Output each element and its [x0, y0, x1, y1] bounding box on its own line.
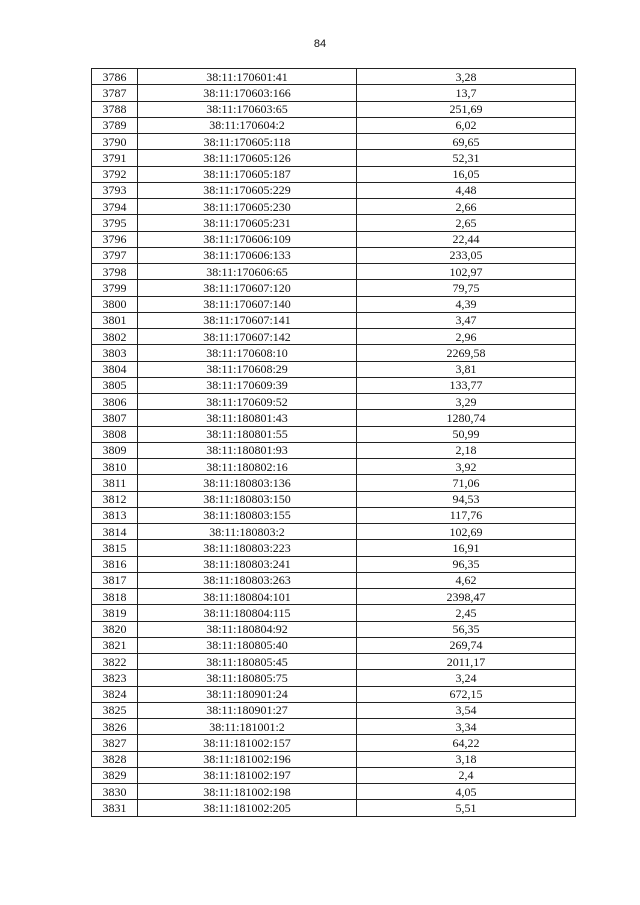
row-number-cell: 3813: [92, 507, 138, 523]
row-number-cell: 3789: [92, 117, 138, 133]
cadastral-number-cell: 38:11:170605:118: [138, 134, 357, 150]
area-value-cell: 3,81: [357, 361, 576, 377]
area-value-cell: 233,05: [357, 247, 576, 263]
area-value-cell: 2011,17: [357, 654, 576, 670]
cadastral-number-cell: 38:11:180803:263: [138, 572, 357, 588]
row-number-cell: 3812: [92, 491, 138, 507]
table-row: [92, 117, 576, 133]
table-row: [92, 589, 576, 605]
row-number-cell: 3798: [92, 264, 138, 280]
cadastral-number-cell: 38:11:170608:29: [138, 361, 357, 377]
cadastral-number-cell: 38:11:180801:55: [138, 426, 357, 442]
table-row: [92, 329, 576, 345]
table-row: [92, 767, 576, 783]
table-row: [92, 280, 576, 296]
table-row: [92, 150, 576, 166]
area-value-cell: 2,66: [357, 199, 576, 215]
area-value-cell: 102,97: [357, 264, 576, 280]
row-number-cell: 3809: [92, 442, 138, 458]
row-number-cell: 3817: [92, 572, 138, 588]
table-row: [92, 231, 576, 247]
page-number: 84: [313, 38, 327, 50]
row-number-cell: 3806: [92, 394, 138, 410]
area-value-cell: 64,22: [357, 735, 576, 751]
cadastral-number-cell: 38:11:181002:196: [138, 751, 357, 767]
row-number-cell: 3822: [92, 654, 138, 670]
area-value-cell: 94,53: [357, 491, 576, 507]
table-row: [92, 345, 576, 361]
table-row: [92, 637, 576, 653]
cadastral-number-cell: 38:11:180803:241: [138, 556, 357, 572]
row-number-cell: 3814: [92, 524, 138, 540]
area-value-cell: 4,62: [357, 572, 576, 588]
area-value-cell: 2,45: [357, 605, 576, 621]
row-number-cell: 3825: [92, 702, 138, 718]
row-number-cell: 3807: [92, 410, 138, 426]
area-value-cell: 251,69: [357, 101, 576, 117]
area-value-cell: 16,05: [357, 166, 576, 182]
row-number-cell: 3800: [92, 296, 138, 312]
area-value-cell: 133,77: [357, 377, 576, 393]
table-row: [92, 247, 576, 263]
cadastral-number-cell: 38:11:180805:75: [138, 670, 357, 686]
table-row: [92, 426, 576, 442]
table-row: [92, 572, 576, 588]
row-number-cell: 3820: [92, 621, 138, 637]
table-row: [92, 377, 576, 393]
area-value-cell: 50,99: [357, 426, 576, 442]
table-row: [92, 507, 576, 523]
cadastral-number-cell: 38:11:170605:229: [138, 182, 357, 198]
table-row: [92, 182, 576, 198]
cadastral-number-cell: 38:11:181002:205: [138, 800, 357, 816]
row-number-cell: 3788: [92, 101, 138, 117]
cadastral-number-cell: 38:11:180805:45: [138, 654, 357, 670]
registry-table-body: [92, 69, 576, 817]
table-row: [92, 296, 576, 312]
row-number-cell: 3799: [92, 280, 138, 296]
row-number-cell: 3790: [92, 134, 138, 150]
row-number-cell: 3802: [92, 329, 138, 345]
area-value-cell: 6,02: [357, 117, 576, 133]
cadastral-number-cell: 38:11:180901:24: [138, 686, 357, 702]
cadastral-number-cell: 38:11:181002:197: [138, 767, 357, 783]
table-row: [92, 686, 576, 702]
cadastral-number-cell: 38:11:180901:27: [138, 702, 357, 718]
row-number-cell: 3792: [92, 166, 138, 182]
area-value-cell: 2269,58: [357, 345, 576, 361]
row-number-cell: 3803: [92, 345, 138, 361]
row-number-cell: 3818: [92, 589, 138, 605]
cadastral-number-cell: 38:11:170607:142: [138, 329, 357, 345]
area-value-cell: 1280,74: [357, 410, 576, 426]
table-row: [92, 800, 576, 816]
area-value-cell: 13,7: [357, 85, 576, 101]
row-number-cell: 3786: [92, 69, 138, 85]
row-number-cell: 3823: [92, 670, 138, 686]
cadastral-number-cell: 38:11:180805:40: [138, 637, 357, 653]
cadastral-number-cell: 38:11:181002:198: [138, 784, 357, 800]
cadastral-number-cell: 38:11:170606:65: [138, 264, 357, 280]
cadastral-number-cell: 38:11:180802:16: [138, 459, 357, 475]
cadastral-number-cell: 38:11:170603:65: [138, 101, 357, 117]
area-value-cell: 5,51: [357, 800, 576, 816]
area-value-cell: 3,24: [357, 670, 576, 686]
table-row: [92, 702, 576, 718]
table-row: [92, 69, 576, 85]
registry-table: [91, 68, 576, 817]
row-number-cell: 3831: [92, 800, 138, 816]
row-number-cell: 3801: [92, 312, 138, 328]
table-row: [92, 540, 576, 556]
table-row: [92, 459, 576, 475]
area-value-cell: 4,39: [357, 296, 576, 312]
cadastral-number-cell: 38:11:181002:157: [138, 735, 357, 751]
table-row: [92, 215, 576, 231]
table-row: [92, 264, 576, 280]
area-value-cell: 4,48: [357, 182, 576, 198]
row-number-cell: 3810: [92, 459, 138, 475]
cadastral-number-cell: 38:11:170607:140: [138, 296, 357, 312]
cadastral-number-cell: 38:11:170609:39: [138, 377, 357, 393]
cadastral-number-cell: 38:11:180801:43: [138, 410, 357, 426]
area-value-cell: 69,65: [357, 134, 576, 150]
cadastral-number-cell: 38:11:180804:92: [138, 621, 357, 637]
area-value-cell: 16,91: [357, 540, 576, 556]
area-value-cell: 79,75: [357, 280, 576, 296]
area-value-cell: 269,74: [357, 637, 576, 653]
table-row: [92, 670, 576, 686]
table-row: [92, 166, 576, 182]
area-value-cell: 3,28: [357, 69, 576, 85]
cadastral-number-cell: 38:11:170605:187: [138, 166, 357, 182]
row-number-cell: 3787: [92, 85, 138, 101]
table-row: [92, 85, 576, 101]
cadastral-number-cell: 38:11:170605:126: [138, 150, 357, 166]
table-row: [92, 312, 576, 328]
table-row: [92, 410, 576, 426]
cadastral-number-cell: 38:11:180803:150: [138, 491, 357, 507]
row-number-cell: 3794: [92, 199, 138, 215]
area-value-cell: 3,92: [357, 459, 576, 475]
table-row: [92, 621, 576, 637]
cadastral-number-cell: 38:11:170606:133: [138, 247, 357, 263]
cadastral-number-cell: 38:11:170607:120: [138, 280, 357, 296]
table-row: [92, 475, 576, 491]
row-number-cell: 3804: [92, 361, 138, 377]
cadastral-number-cell: 38:11:170605:231: [138, 215, 357, 231]
row-number-cell: 3824: [92, 686, 138, 702]
cadastral-number-cell: 38:11:180804:115: [138, 605, 357, 621]
cadastral-number-cell: 38:11:170604:2: [138, 117, 357, 133]
area-value-cell: 96,35: [357, 556, 576, 572]
area-value-cell: 3,47: [357, 312, 576, 328]
area-value-cell: 3,29: [357, 394, 576, 410]
area-value-cell: 102,69: [357, 524, 576, 540]
table-row: [92, 556, 576, 572]
cadastral-number-cell: 38:11:180803:2: [138, 524, 357, 540]
area-value-cell: 2398,47: [357, 589, 576, 605]
cadastral-number-cell: 38:11:170603:166: [138, 85, 357, 101]
cadastral-number-cell: 38:11:170605:230: [138, 199, 357, 215]
table-row: [92, 784, 576, 800]
area-value-cell: 22,44: [357, 231, 576, 247]
table-row: [92, 751, 576, 767]
table-row: [92, 719, 576, 735]
row-number-cell: 3819: [92, 605, 138, 621]
row-number-cell: 3795: [92, 215, 138, 231]
row-number-cell: 3827: [92, 735, 138, 751]
row-number-cell: 3826: [92, 719, 138, 735]
cadastral-number-cell: 38:11:180804:101: [138, 589, 357, 605]
table-row: [92, 491, 576, 507]
cadastral-number-cell: 38:11:170608:10: [138, 345, 357, 361]
cadastral-number-cell: 38:11:181001:2: [138, 719, 357, 735]
row-number-cell: 3830: [92, 784, 138, 800]
row-number-cell: 3815: [92, 540, 138, 556]
area-value-cell: 2,96: [357, 329, 576, 345]
table-row: [92, 199, 576, 215]
cadastral-number-cell: 38:11:170609:52: [138, 394, 357, 410]
table-row: [92, 134, 576, 150]
cadastral-number-cell: 38:11:180801:93: [138, 442, 357, 458]
row-number-cell: 3793: [92, 182, 138, 198]
table-row: [92, 605, 576, 621]
table-row: [92, 524, 576, 540]
area-value-cell: 71,06: [357, 475, 576, 491]
cadastral-number-cell: 38:11:170601:41: [138, 69, 357, 85]
cadastral-number-cell: 38:11:180803:155: [138, 507, 357, 523]
row-number-cell: 3797: [92, 247, 138, 263]
cadastral-number-cell: 38:11:170606:109: [138, 231, 357, 247]
table-row: [92, 735, 576, 751]
area-value-cell: 3,18: [357, 751, 576, 767]
table-row: [92, 654, 576, 670]
table-row: [92, 442, 576, 458]
row-number-cell: 3805: [92, 377, 138, 393]
area-value-cell: 2,65: [357, 215, 576, 231]
row-number-cell: 3821: [92, 637, 138, 653]
area-value-cell: 2,18: [357, 442, 576, 458]
table-row: [92, 394, 576, 410]
area-value-cell: 672,15: [357, 686, 576, 702]
row-number-cell: 3829: [92, 767, 138, 783]
area-value-cell: 3,34: [357, 719, 576, 735]
row-number-cell: 3811: [92, 475, 138, 491]
row-number-cell: 3796: [92, 231, 138, 247]
row-number-cell: 3791: [92, 150, 138, 166]
cadastral-number-cell: 38:11:170607:141: [138, 312, 357, 328]
row-number-cell: 3828: [92, 751, 138, 767]
area-value-cell: 4,05: [357, 784, 576, 800]
area-value-cell: 3,54: [357, 702, 576, 718]
row-number-cell: 3816: [92, 556, 138, 572]
cadastral-number-cell: 38:11:180803:136: [138, 475, 357, 491]
area-value-cell: 52,31: [357, 150, 576, 166]
area-value-cell: 2,4: [357, 767, 576, 783]
area-value-cell: 117,76: [357, 507, 576, 523]
table-row: [92, 361, 576, 377]
table-row: [92, 101, 576, 117]
cadastral-number-cell: 38:11:180803:223: [138, 540, 357, 556]
area-value-cell: 56,35: [357, 621, 576, 637]
row-number-cell: 3808: [92, 426, 138, 442]
